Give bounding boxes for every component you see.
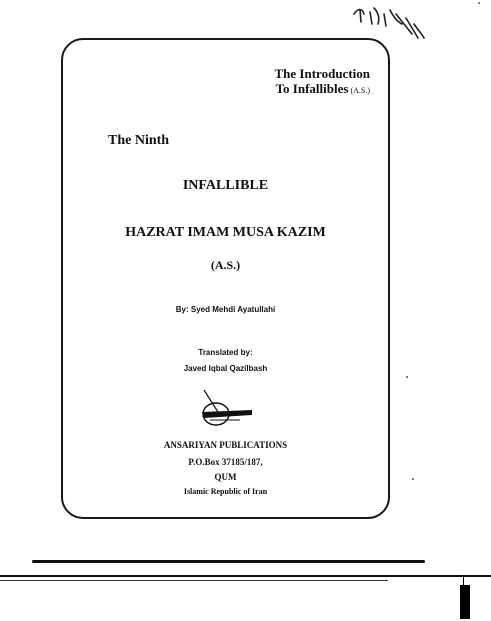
publisher-city: QUM [214, 472, 237, 482]
heading-ninth: The Ninth [108, 133, 170, 148]
scan-edge-mark [463, 575, 464, 585]
imam-name-title: HAZRAT IMAM MUSA KAZIM [125, 225, 326, 240]
author-credit: By: Syed Mehdi Ayatullahi [175, 305, 276, 314]
scan-edge-block [460, 585, 470, 619]
speck [478, 2, 480, 4]
translator-name: Javed Iqbal Qazilbash [183, 364, 268, 373]
publisher-country: Islamic Republic of Iran [183, 487, 268, 496]
heading-infallible: INFALLIBLE [182, 178, 269, 193]
scan-edge-line [0, 575, 491, 577]
honorific: (A.S.) [210, 258, 241, 272]
intro-line-1: The Introduction [274, 66, 370, 81]
speck [412, 478, 414, 480]
scan-edge-line [0, 580, 388, 581]
intro-line-2 [276, 81, 370, 97]
publisher-logo-icon [196, 388, 254, 430]
intro-line-2-suffix: (A.S.) [350, 86, 370, 95]
scan-edge-line [32, 560, 425, 563]
translator-label: Translated by: [198, 348, 253, 357]
intro-line-2-text: To Infallibles [275, 81, 349, 96]
publisher-pobox: P.O.Box 37185/187, [188, 457, 263, 467]
speck [406, 376, 408, 378]
publisher-name: ANSARIYAN PUBLICATIONS [163, 440, 288, 450]
